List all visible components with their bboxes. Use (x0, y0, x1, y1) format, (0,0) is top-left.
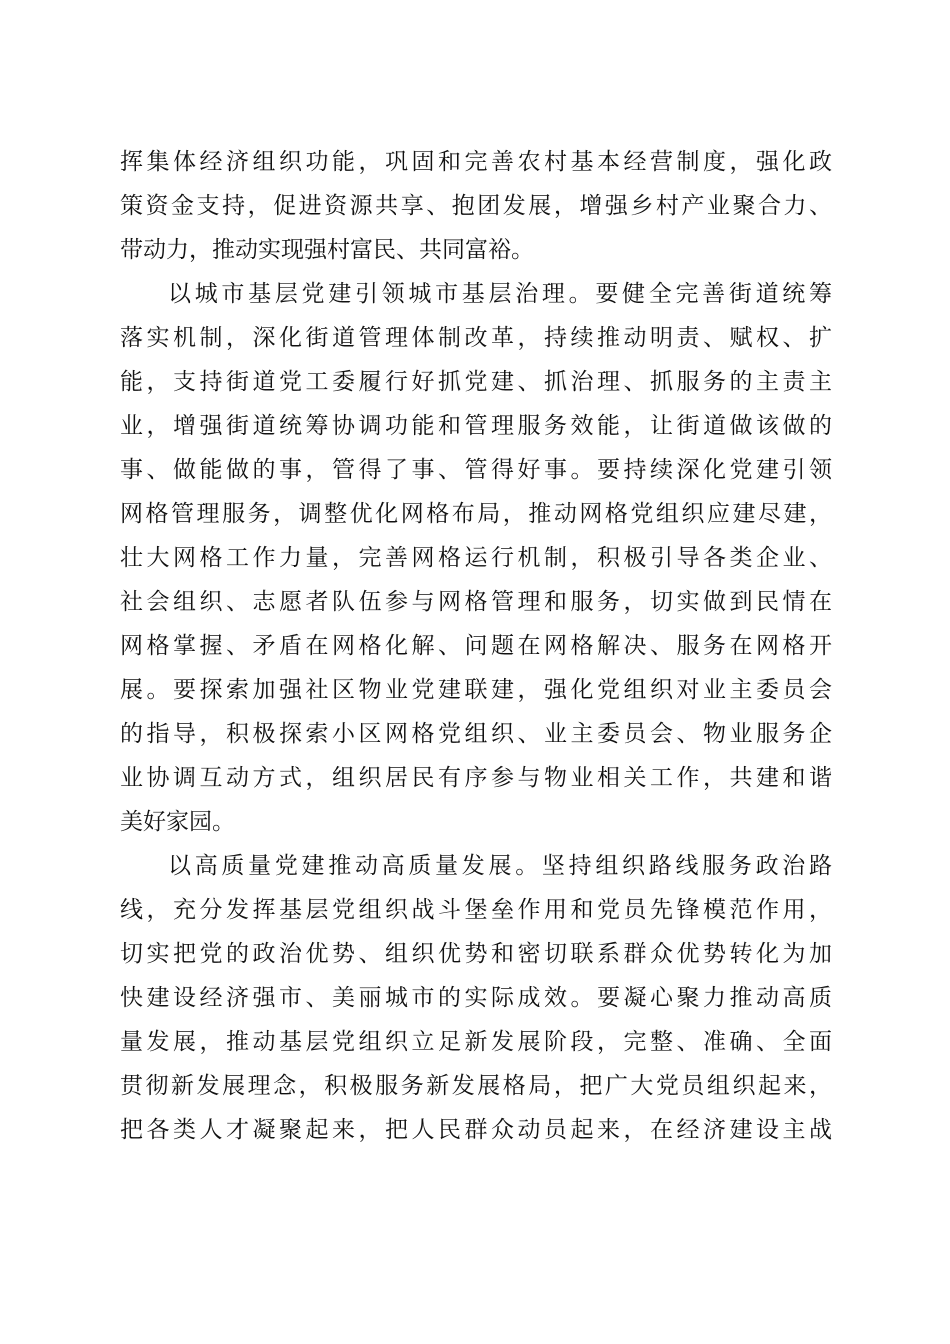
text-line: 策资金支持，促进资源共享、抱团发展，增强乡村产业聚合力、 (120, 193, 832, 219)
text-line: 事、做能做的事，管得了事、管得好事。要持续深化党建引领 (120, 457, 832, 483)
text-line: 带动力，推动实现强村富民、共同富裕。 (120, 237, 534, 263)
text-line: 展。要探索加强社区物业党建联建，强化党组织对业主委员会 (120, 677, 832, 703)
text-line: 落实机制，深化街道管理体制改革，持续推动明责、赋权、扩 (120, 325, 832, 351)
text-line: 量发展，推动基层党组织立足新发展阶段，完整、准确、全面 (120, 1029, 832, 1055)
paragraph-start-line: 以城市基层党建引领城市基层治理。要健全完善街道统筹 (168, 281, 832, 307)
text-line: 挥集体经济组织功能，巩固和完善农村基本经营制度，强化政 (120, 149, 832, 175)
text-line: 能，支持街道党工委履行好抓党建、抓治理、抓服务的主责主 (120, 369, 832, 395)
paragraph-start-line: 以高质量党建推动高质量发展。坚持组织路线服务政治路 (168, 853, 832, 879)
text-line: 切实把党的政治优势、组织优势和密切联系群众优势转化为加 (120, 941, 832, 967)
text-line: 壮大网格工作力量，完善网格运行机制，积极引导各类企业、 (120, 545, 832, 571)
text-line: 把各类人才凝聚起来，把人民群众动员起来，在经济建设主战 (120, 1117, 832, 1143)
text-line: 社会组织、志愿者队伍参与网格管理和服务，切实做到民情在 (120, 589, 832, 615)
text-line: 网格管理服务，调整优化网格布局，推动网格党组织应建尽建， (120, 501, 832, 527)
text-line: 贯彻新发展理念，积极服务新发展格局，把广大党员组织起来， (120, 1073, 832, 1099)
text-line: 快建设经济强市、美丽城市的实际成效。要凝心聚力推动高质 (120, 985, 832, 1011)
text-line: 网格掌握、矛盾在网格化解、问题在网格解决、服务在网格开 (120, 633, 832, 659)
text-line: 业，增强街道统筹协调功能和管理服务效能，让街道做该做的 (120, 413, 832, 439)
text-line: 的指导，积极探索小区网格党组织、业主委员会、物业服务企 (120, 721, 832, 747)
text-line: 美好家园。 (120, 809, 235, 835)
text-line: 业协调互动方式，组织居民有序参与物业相关工作，共建和谐 (120, 765, 832, 791)
text-line: 线，充分发挥基层党组织战斗堡垒作用和党员先锋模范作用， (120, 897, 832, 923)
